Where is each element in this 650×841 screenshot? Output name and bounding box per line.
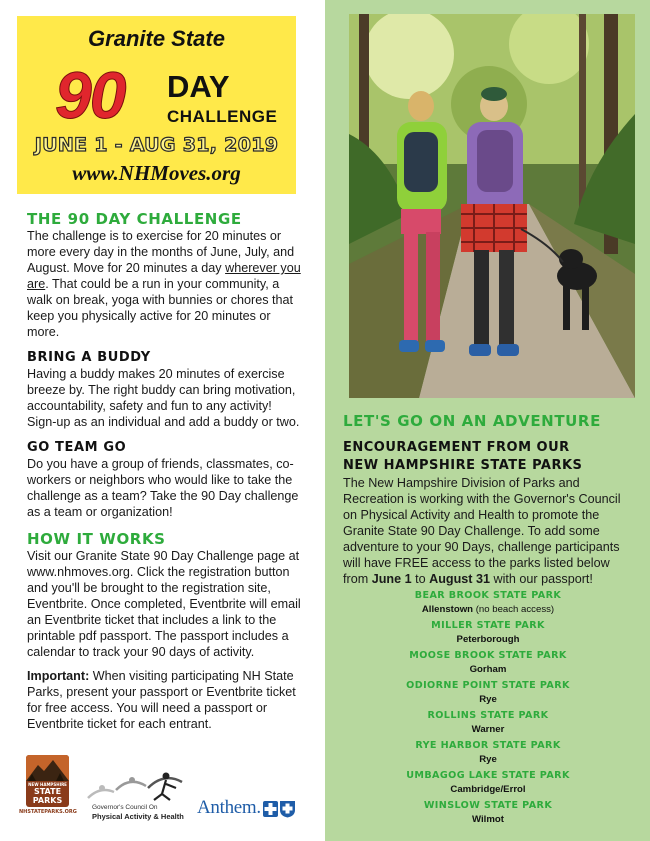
park-town: Allenstown xyxy=(421,604,474,615)
left-column xyxy=(27,210,302,732)
encouragement-heading xyxy=(343,439,633,475)
adventure-text-main: The New Hampshire Division of Parks and Recreation is working with the Governor's Council on Physical Activity and Health to promote the Granite State 90 Day Challenge. To add some adventure to your 90 Days, challenge participants will have FREE access to the parks listed below from xyxy=(343,476,621,586)
council-line-1: Governor's Council On xyxy=(92,804,158,811)
section-text-buddy: Having a buddy makes 20 minutes of exercise breeze by. The right buddy can bring motivation, accountability, safety and fun to any activity! Sign-up as an individual and add a buddy or two. xyxy=(27,367,300,429)
park-list xyxy=(343,589,633,829)
stateparks-word-state: STATE xyxy=(33,787,62,796)
nh-state-parks-logo xyxy=(26,755,69,807)
challenge-text-part-2: . That could be a run in your community, a walk on break, yoga with bunnies or chores that keep you physically active for 20 minutes or more. xyxy=(27,277,294,339)
park-location xyxy=(343,603,633,617)
park-name: MILLER STATE PARK xyxy=(431,620,545,631)
park-name: BEAR BROOK STATE PARK xyxy=(414,590,562,601)
park-note: (no beach access) xyxy=(473,604,555,615)
stateparks-small-text: NEW HAMPSHIRE xyxy=(28,782,67,787)
adventure-text xyxy=(343,475,633,587)
park-item xyxy=(343,589,633,619)
stateparks-word-parks: PARKS xyxy=(32,796,63,805)
section-text-how: Visit our Granite State 90 Day Challenge page at www.nhmoves.org. Click the registration button and you'll be brought to the registration site, Eventbrite. Once completed, Eventbrite will email an Eventbrite ticket that includes a link to the printable pdf passport. The passport includes a calendar to track your 90 days of activity. xyxy=(27,549,301,659)
section-text-team: Do you have a group of friends, classmates, co-workers or neighbors who would like to take the challenge as a team? Take the 90 Day challenge as a team or organization! xyxy=(27,457,299,519)
section-heading-buddy: BRING A BUDDY xyxy=(27,350,151,365)
mountain-icon xyxy=(26,755,69,781)
section-text-challenge xyxy=(27,228,302,340)
park-name: MOOSE BROOK STATE PARK xyxy=(409,650,567,661)
important-label: Important: xyxy=(27,669,90,683)
adventure-text-to: to xyxy=(411,572,430,586)
park-location: Rye xyxy=(479,754,497,765)
park-item xyxy=(343,619,633,649)
logo-state-name: Granite State xyxy=(88,26,225,51)
council-line-2: Physical Activity & Health xyxy=(92,812,184,821)
park-item xyxy=(343,769,633,799)
park-location: Rye xyxy=(479,694,497,705)
blue-cross-blue-shield-icon xyxy=(262,800,296,818)
park-item xyxy=(343,709,633,739)
section-heading-team: GO TEAM GO xyxy=(27,440,127,455)
end-date: August 31 xyxy=(429,572,490,586)
park-item xyxy=(343,799,633,829)
park-location: Wilmot xyxy=(472,814,504,825)
section-heading-how: HOW IT WORKS xyxy=(27,530,166,548)
right-column xyxy=(343,412,633,587)
section-text-important xyxy=(27,668,302,732)
park-item xyxy=(343,649,633,679)
park-name: ODIORNE POINT STATE PARK xyxy=(406,680,570,691)
logo-challenge: CHALLENGE xyxy=(167,107,278,126)
logo-dates: JUNE 1 - AUG 31, 2019 xyxy=(34,134,279,156)
important-text: When visiting participating NH State Parks, present your passport or Eventbrite ticket for free access. You will need a passport or Eventbrite ticket for each entrant. xyxy=(27,669,296,731)
park-location: Gorham xyxy=(469,664,507,675)
section-heading-challenge: THE 90 DAY CHALLENGE xyxy=(27,210,242,228)
park-name: WINSLOW STATE PARK xyxy=(423,800,553,811)
park-location: Peterborough xyxy=(456,634,520,645)
hikers-photo xyxy=(349,14,635,398)
adventure-text-tail: with our passport! xyxy=(490,572,593,586)
start-date: June 1 xyxy=(371,572,412,586)
park-name: RYE HARBOR STATE PARK xyxy=(415,740,561,751)
park-item xyxy=(343,739,633,769)
park-item xyxy=(343,679,633,709)
encouragement-line-2: NEW HAMPSHIRE STATE PARKS xyxy=(343,458,583,473)
park-name: UMBAGOG LAKE STATE PARK xyxy=(406,770,570,781)
challenge-text-part-1: The challenge is to exercise for 20 minutes or more every day in the months of June, July, and August. Move for 20 minutes a day xyxy=(27,229,295,275)
adventure-heading: LET'S GO ON AN ADVENTURE xyxy=(343,412,601,430)
anthem-logo: Anthem. xyxy=(197,797,261,818)
logo-day: DAY xyxy=(167,69,230,104)
challenge-logo xyxy=(17,16,296,194)
park-location: Cambridge/Errol xyxy=(450,784,526,795)
encouragement-line-1: ENCOURAGEMENT FROM OUR xyxy=(343,440,570,455)
logo-url[interactable]: www.NHMoves.org xyxy=(72,161,241,185)
logo-number: 90 xyxy=(55,58,125,132)
stateparks-url[interactable]: NHSTATEPARKS.ORG xyxy=(19,809,77,815)
park-location: Warner xyxy=(471,724,505,735)
challenge-text-underlined: wherever you are xyxy=(27,261,301,291)
park-name: ROLLINS STATE PARK xyxy=(427,710,549,721)
